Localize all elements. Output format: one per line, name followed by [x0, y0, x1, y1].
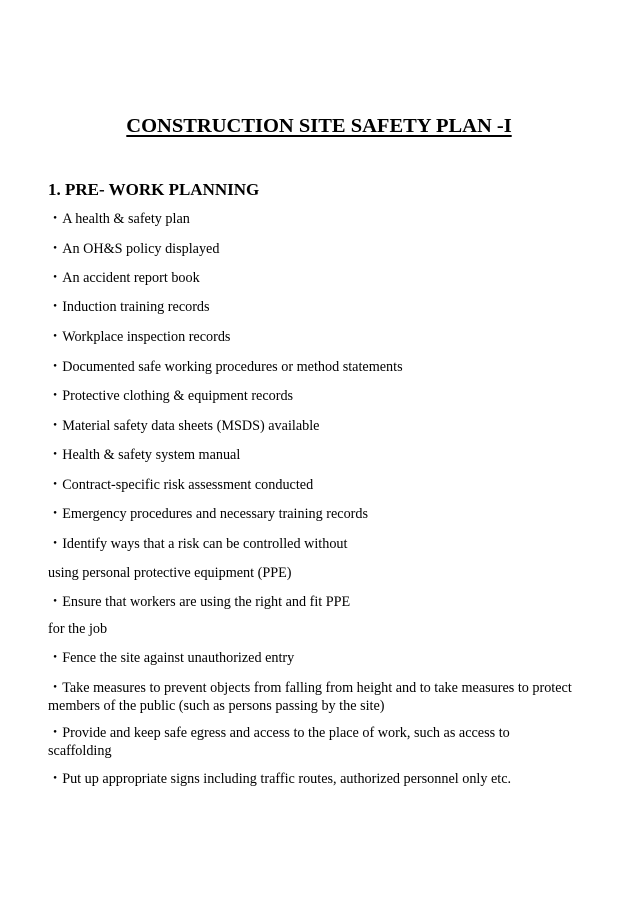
bullet: ・: [48, 329, 63, 345]
list-item: [48, 476, 313, 494]
list-item-continuation: for the job: [48, 621, 108, 637]
list-item: [48, 358, 403, 376]
bullet: ・: [48, 725, 63, 741]
section-heading: 1. PRE- WORK PLANNING: [48, 180, 260, 199]
list-item: [48, 269, 200, 287]
bullet: ・: [48, 418, 63, 434]
bullet: ・: [48, 771, 63, 787]
list-item: [48, 535, 347, 553]
list-item-text: An accident report book: [62, 270, 200, 286]
bullet: ・: [48, 270, 63, 286]
list-item: [48, 240, 219, 258]
list-item-continuation: members of the public (such as persons passing by the site): [48, 698, 385, 714]
list-item-text: Provide and keep safe egress and access to the place of work, such as access to: [62, 725, 510, 741]
list-item-text: An OH&S policy displayed: [62, 241, 220, 257]
list-item: [48, 446, 240, 464]
bullet: ・: [48, 536, 63, 552]
bullet: ・: [48, 447, 63, 463]
bullet: ・: [48, 299, 63, 315]
list-item: [48, 724, 510, 742]
list-item: [48, 770, 511, 788]
list-item: [48, 387, 293, 405]
bullet: ・: [48, 211, 63, 227]
bullet: ・: [48, 359, 63, 375]
list-item: [48, 328, 230, 346]
list-item: [48, 649, 294, 667]
document-title: CONSTRUCTION SITE SAFETY PLAN -I: [126, 115, 512, 137]
list-item-text: Emergency procedures and necessary training records: [62, 506, 369, 522]
list-item-text: Health & safety system manual: [62, 447, 241, 463]
list-item-text: Contract-specific risk assessment conducted: [62, 477, 314, 493]
list-item: [48, 298, 210, 316]
list-item-text: Put up appropriate signs including traffic routes, authorized personnel only etc.: [62, 771, 512, 787]
list-item-text: Fence the site against unauthorized entry: [62, 650, 295, 666]
list-item-text: Take measures to prevent objects from falling from height and to take measures to protect: [62, 680, 572, 696]
list-item-text: Workplace inspection records: [62, 329, 231, 345]
list-item-text: Material safety data sheets (MSDS) available: [62, 418, 320, 434]
list-item-text: Protective clothing & equipment records: [62, 388, 294, 404]
list-item: [48, 417, 319, 435]
list-item: [48, 210, 190, 228]
list-item: [48, 505, 368, 523]
list-item: [48, 679, 572, 697]
list-item-text: Induction training records: [62, 299, 210, 315]
list-item-text: Identify ways that a risk can be controlled without: [62, 536, 348, 552]
bullet: ・: [48, 388, 63, 404]
list-item-text: A health & safety plan: [62, 211, 190, 227]
bullet: ・: [48, 506, 63, 522]
bullet: ・: [48, 680, 63, 696]
list-item-text: Documented safe working procedures or method statements: [62, 359, 403, 375]
list-item-continuation: using personal protective equipment (PPE): [48, 565, 292, 581]
bullet: ・: [48, 650, 63, 666]
list-item-text: Ensure that workers are using the right and fit PPE: [62, 594, 351, 610]
bullet: ・: [48, 594, 63, 610]
list-item: [48, 593, 350, 611]
bullet: ・: [48, 477, 63, 493]
bullet: ・: [48, 241, 63, 257]
list-item-continuation: scaffolding: [48, 743, 112, 759]
